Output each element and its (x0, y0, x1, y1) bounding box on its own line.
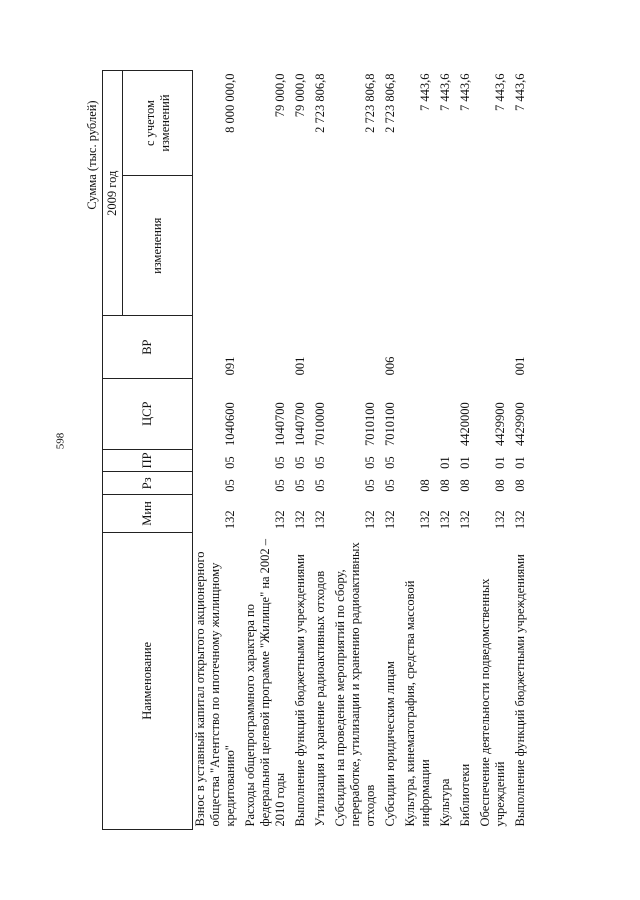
cell-changes (383, 176, 403, 316)
cell-total: 7 443,6 (458, 73, 472, 111)
header-rz: Рз (103, 472, 193, 495)
table-row (383, 71, 403, 830)
cell-vr (438, 316, 458, 378)
cell-csr: 7010100 (363, 402, 377, 447)
cell-name: Культура (438, 778, 452, 827)
cell-rz: 05 (273, 479, 287, 492)
cell-csr: 4420000 (458, 402, 472, 447)
cell-min: 132 (458, 510, 472, 530)
table-row (458, 71, 478, 830)
cell-rz: 08 (493, 479, 507, 492)
cell-changes (438, 176, 458, 316)
cell-changes (193, 176, 244, 316)
cell-total: 7 443,6 (438, 73, 452, 111)
cell-name: Взнос в уставный капитал открытого акционерного общества "Агентство по ипотечному жилищному кредитованию" (193, 551, 237, 827)
table-row (478, 71, 513, 830)
cell-vr (403, 316, 438, 378)
cell-pr (403, 449, 438, 472)
cell-pr: 05 (383, 456, 397, 469)
cell-vr: 091 (223, 356, 237, 376)
cell-vr: 001 (293, 356, 307, 376)
table-row (403, 71, 438, 830)
cell-total: 2 723 806,8 (383, 73, 397, 133)
header-pr: ПР (103, 449, 193, 472)
cell-total: 7 443,6 (493, 73, 507, 111)
cell-min: 132 (273, 510, 287, 530)
cell-csr (438, 378, 458, 449)
table-row (438, 71, 458, 830)
cell-changes (333, 176, 383, 316)
cell-total: 2 723 806,8 (363, 73, 377, 133)
page-number: 598 (54, 432, 67, 450)
cell-total: 79 000,0 (273, 73, 287, 118)
cell-pr: 05 (223, 456, 237, 469)
cell-csr (403, 378, 438, 449)
budget-table (102, 70, 533, 830)
header-year: 2009 год (103, 71, 123, 316)
header-min: Мин (103, 495, 193, 532)
cell-vr: 006 (383, 356, 397, 376)
cell-changes (403, 176, 438, 316)
cell-changes (513, 176, 533, 316)
cell-changes (243, 176, 293, 316)
header-name: Наименование (103, 532, 193, 829)
cell-total: 8 000 000,0 (223, 73, 237, 133)
header-changes: изменения (123, 176, 193, 316)
cell-name: Расходы общепрограммного характера по федеральной целевой программе "Жилище" на 2002 – 2010 годы (243, 538, 287, 827)
table-row (333, 71, 383, 830)
cell-csr: 4429900 (513, 402, 527, 447)
cell-changes (293, 176, 313, 316)
cell-csr: 1040700 (273, 402, 287, 447)
table-body (193, 71, 534, 830)
cell-min: 132 (418, 510, 432, 530)
cell-csr: 7010000 (313, 402, 327, 447)
cell-pr: 05 (313, 456, 327, 469)
cell-vr (333, 316, 383, 378)
cell-vr (243, 316, 293, 378)
cell-pr: 05 (273, 456, 287, 469)
table-row (313, 71, 333, 830)
cell-name: Обеспечение деятельности подведомственных учреждений (478, 578, 507, 827)
cell-pr: 01 (458, 456, 472, 469)
cell-changes (478, 176, 513, 316)
cell-min: 132 (493, 510, 507, 530)
unit-label: Сумма (тыс. рублей) (85, 100, 99, 210)
cell-min: 132 (223, 510, 237, 530)
cell-min: 132 (363, 510, 377, 530)
cell-name: Библиотеки (458, 763, 472, 827)
cell-pr: 01 (493, 456, 507, 469)
cell-rz: 08 (458, 479, 472, 492)
cell-changes (313, 176, 333, 316)
cell-name: Выполнение функций бюджетными учреждениями (293, 554, 307, 827)
cell-pr: 01 (513, 456, 527, 469)
cell-total: 7 443,6 (513, 73, 527, 111)
cell-vr (458, 316, 478, 378)
rotated-table-area (85, 70, 605, 830)
cell-min: 132 (293, 510, 307, 530)
cell-min: 132 (438, 510, 452, 530)
cell-csr: 7010100 (383, 402, 397, 447)
cell-pr: 01 (438, 456, 452, 469)
cell-min: 132 (513, 510, 527, 530)
cell-changes (458, 176, 478, 316)
cell-rz: 08 (438, 479, 452, 492)
cell-pr: 05 (293, 456, 307, 469)
cell-vr (478, 316, 513, 378)
table-row (293, 71, 313, 830)
cell-pr: 05 (363, 456, 377, 469)
cell-rz: 08 (513, 479, 527, 492)
cell-rz: 05 (313, 479, 327, 492)
cell-total: 7 443,6 (418, 73, 432, 111)
cell-rz: 05 (223, 479, 237, 492)
cell-min: 132 (383, 510, 397, 530)
table-row (243, 71, 293, 830)
header-with-changes: с учетом изменений (123, 71, 193, 176)
cell-name: Субсидии юридическим лицам (383, 661, 397, 827)
cell-vr (313, 316, 333, 378)
cell-name: Культура, кинематография, средства массовой информации (403, 580, 432, 827)
cell-rz: 05 (293, 479, 307, 492)
cell-csr: 1040600 (223, 402, 237, 447)
table-row (193, 71, 244, 830)
cell-rz: 08 (418, 479, 432, 492)
cell-rz: 05 (383, 479, 397, 492)
cell-total: 79 000,0 (293, 73, 307, 118)
cell-csr: 4429900 (493, 402, 507, 447)
cell-rz: 05 (363, 479, 377, 492)
cell-name: Субсидии на проведение мероприятий по сбору, переработке, утилизации и хранению радиоактивных отходов (333, 542, 377, 827)
header-csr: ЦСР (103, 378, 193, 449)
cell-name: Утилизация и хранение радиоактивных отходов (313, 570, 327, 827)
cell-vr: 001 (513, 356, 527, 376)
table-row (513, 71, 533, 830)
cell-csr: 1040700 (293, 402, 307, 447)
cell-total: 2 723 806,8 (313, 73, 327, 133)
cell-min: 132 (313, 510, 327, 530)
cell-name: Выполнение функций бюджетными учреждениями (513, 554, 527, 827)
header-vr: ВР (103, 316, 193, 378)
